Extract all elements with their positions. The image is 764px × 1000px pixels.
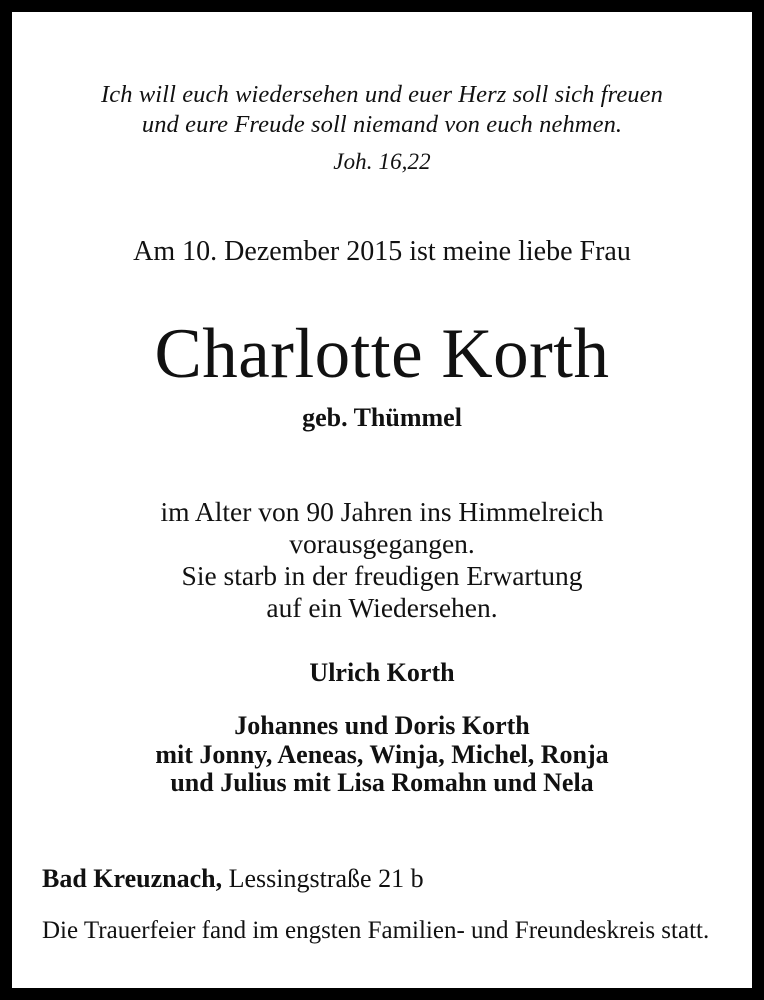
deceased-maiden-name: geb. Thümmel [302,403,462,432]
address-street: Lessingstraße 21 b [228,864,424,893]
address-line [42,863,722,895]
obituary-content [12,12,752,988]
deceased-name: Charlotte Korth [154,315,610,393]
epigraph-reference: Joh. 16,22 [333,149,431,174]
passing-line-1: im Alter von 90 Jahren ins Himmelreich [160,496,604,527]
deceased-name-block [12,312,752,434]
passing-line-4: auf ein Wiedersehen. [266,592,498,623]
funeral-service-note: Die Trauerfeier fand im engsten Familien- und Freundeskreis statt. [42,917,710,944]
epigraph-quote [12,80,752,176]
family-mourner-line-2: mit Jonny, Aeneas, Winja, Michel, Ronja [155,739,609,769]
epigraph-line-2: und eure Freude soll niemand von euch nehmen. [141,111,623,138]
passing-line-3: Sie starb in der freudigen Erwartung [181,560,583,591]
announcement-intro-line: Am 10. Dezember 2015 ist meine liebe Frau [133,236,631,267]
family-mourner-line-3: und Julius mit Lisa Romahn und Nela [170,768,594,797]
passing-description [12,496,752,624]
passing-line-2: vorausgegangen. [289,528,475,559]
family-mourner-line-1: Johannes und Doris Korth [234,711,530,740]
epigraph-line-1: Ich will euch wiedersehen und euer Herz soll sich freuen [101,81,663,108]
address-city: Bad Kreuznach, [42,864,223,893]
primary-mourner: Ulrich Korth [309,658,455,687]
family-mourners [12,712,752,798]
